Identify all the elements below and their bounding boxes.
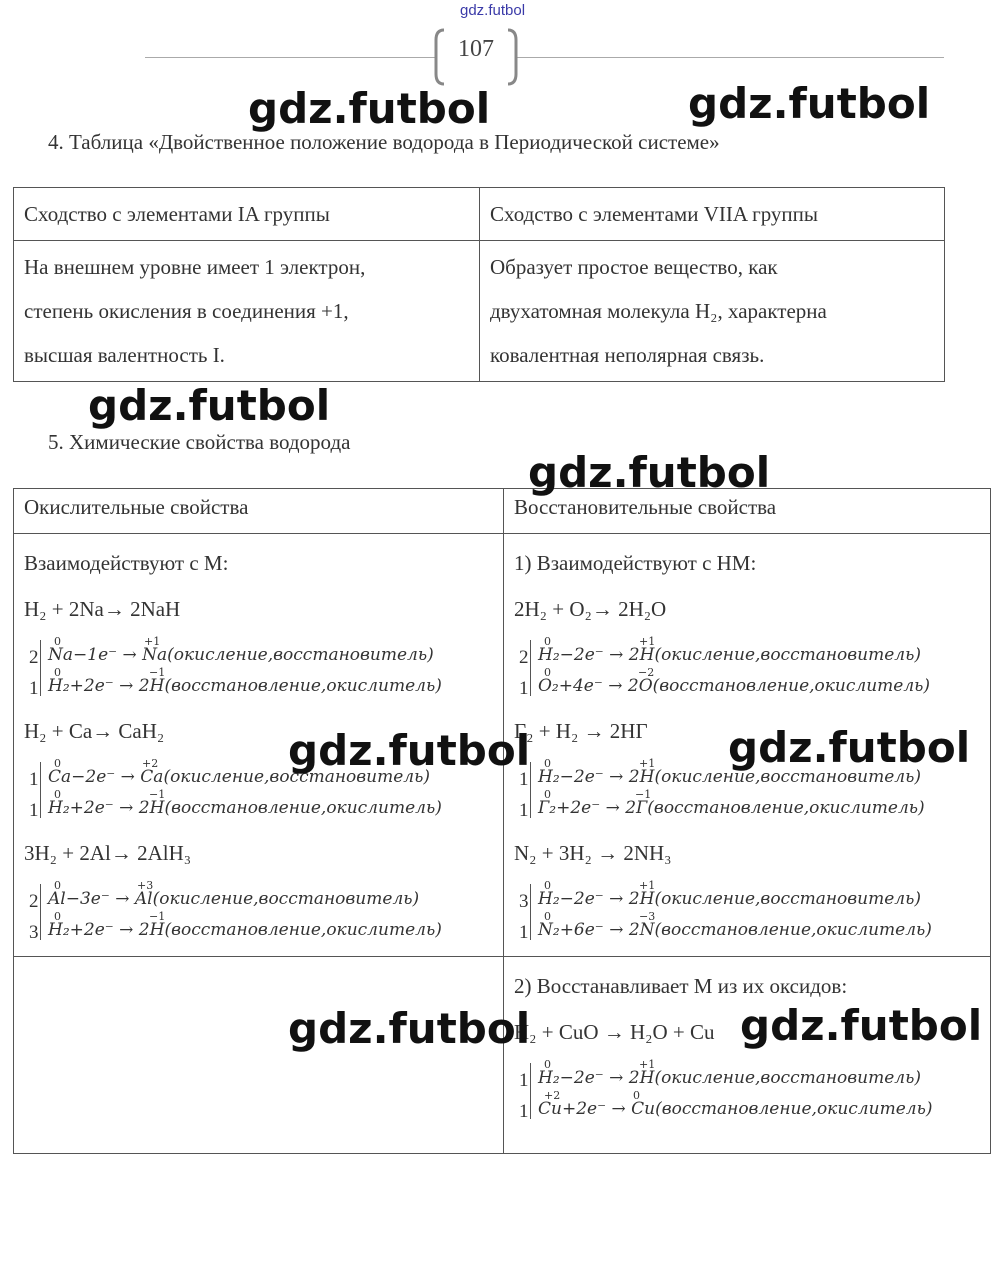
half-reaction-left: O₂+4e⁻ → xyxy=(538,676,628,696)
oxidation-state: 0 xyxy=(54,788,61,801)
reducing-oxides-cell xyxy=(504,957,991,1154)
balance-coefficient: 1 xyxy=(519,1070,529,1091)
oxidation-state: −2 xyxy=(638,666,655,679)
balance-coefficient: 3 xyxy=(29,922,39,943)
electron-balance xyxy=(518,636,980,698)
col2-header: Сходство с элементами VIIA группы xyxy=(480,188,945,241)
oxidation-state: 0 xyxy=(54,757,61,770)
col1-cell xyxy=(14,241,480,382)
half-reaction-right: 2H(окисление,восстановитель) xyxy=(628,767,922,787)
half-reaction-right: Na(окисление,восстановитель) xyxy=(142,645,434,665)
oxidation-state: −1 xyxy=(149,788,166,801)
left-header: Окислительные свойства xyxy=(14,489,504,534)
balance-coefficient: 1 xyxy=(519,678,529,699)
hydrogen-properties-table xyxy=(13,488,991,1154)
half-reaction xyxy=(519,666,980,699)
half-reaction-right: 2Г(восстановление,окислитель) xyxy=(625,798,925,818)
cell-line: степень окисления в соединения +1, xyxy=(24,299,349,323)
half-reaction-left: Na−1e⁻ → xyxy=(48,645,143,665)
oxidation-state: 0 xyxy=(54,910,61,923)
electron-balance xyxy=(28,880,493,942)
col2-cell xyxy=(480,241,945,382)
balance-coefficient: 2 xyxy=(29,647,39,668)
reaction-equation: H₂ + 2Na→ 2NaH xyxy=(24,597,181,621)
balance-coefficient: 1 xyxy=(519,922,529,943)
left-intro: Взаимодействуют с М: xyxy=(24,551,229,575)
half-reaction xyxy=(519,788,980,821)
balance-bracket xyxy=(530,640,531,696)
balance-coefficient: 1 xyxy=(29,678,39,699)
half-reaction-right: Al(окисление,восстановитель) xyxy=(134,889,420,909)
watermark: gdz.futbol xyxy=(288,726,531,775)
balance-coefficient: 2 xyxy=(519,647,529,668)
half-reaction xyxy=(29,879,493,912)
watermark: gdz.futbol xyxy=(248,84,491,133)
balance-bracket xyxy=(40,640,41,696)
oxidation-state: 0 xyxy=(544,635,551,648)
half-reaction-left: Cu+2e⁻ → xyxy=(538,1099,632,1119)
section4-heading: 4. Таблица «Двойственное положение водорода в Периодической системе» xyxy=(48,130,720,154)
oxidation-state: 0 xyxy=(54,666,61,679)
oxidation-state: +2 xyxy=(544,1089,561,1102)
half-reaction-left: H₂−2e⁻ → xyxy=(538,767,629,787)
half-reaction xyxy=(519,910,980,943)
half-reaction-left: Г₂+2e⁻ → xyxy=(538,798,626,818)
half-reaction-left: Ca−2e⁻ → xyxy=(48,767,141,787)
empty-cell xyxy=(14,957,504,1154)
oxidation-state: +3 xyxy=(137,879,154,892)
half-reaction-right: 2H(окисление,восстановитель) xyxy=(628,1068,922,1088)
half-reaction-right: 2H(восстановление,окислитель) xyxy=(138,798,442,818)
reaction-equation: 2H₂ + O₂→ 2H₂O xyxy=(514,597,667,621)
half-reaction-left: H₂+2e⁻ → xyxy=(48,920,139,940)
balance-bracket xyxy=(530,762,531,818)
balance-coefficient: 1 xyxy=(29,800,39,821)
oxidation-state: 0 xyxy=(544,666,551,679)
electron-balance xyxy=(518,880,980,942)
half-reaction-right: 2H(окисление,восстановитель) xyxy=(628,645,922,665)
half-reaction xyxy=(519,1058,980,1091)
balance-bracket xyxy=(530,1063,531,1119)
watermark: gdz.futbol xyxy=(740,1001,983,1050)
watermark: gdz.futbol xyxy=(728,723,971,772)
site-tag: gdz.futbol xyxy=(460,2,526,19)
half-reaction-left: N₂+6e⁻ → xyxy=(538,920,629,940)
oxidation-state: 0 xyxy=(544,1058,551,1071)
reaction-equation: N₂ + 3H₂ → 2NH₃ xyxy=(514,841,672,865)
half-reaction xyxy=(29,910,493,943)
half-reaction-left: H₂−2e⁻ → xyxy=(538,1068,629,1088)
half-reaction-left: Al−3e⁻ → xyxy=(48,889,135,909)
oxidation-state: +1 xyxy=(144,635,161,648)
right-intro: 1) Взаимодействуют с НМ: xyxy=(514,551,757,575)
watermark: gdz.futbol xyxy=(528,448,771,497)
oxidation-state: 0 xyxy=(54,879,61,892)
half-reaction-left: H₂−2e⁻ → xyxy=(538,645,629,665)
oxidation-state: 0 xyxy=(544,788,551,801)
reaction-equation: H₂ + Ca→ CaH₂ xyxy=(24,719,165,743)
oxidation-state: 0 xyxy=(544,910,551,923)
reaction-equation: 3H₂ + 2Al→ 2AlH₃ xyxy=(24,841,192,865)
oxidation-state: −1 xyxy=(635,788,652,801)
half-reaction xyxy=(519,635,980,668)
balance-coefficient: 2 xyxy=(29,891,39,912)
balance-coefficient: 1 xyxy=(519,1101,529,1122)
reaction-equation: H₂ + CuO → H₂O + Cu xyxy=(514,1020,715,1044)
right2-intro: 2) Восстанавливает М из их оксидов: xyxy=(514,974,848,998)
electron-balance xyxy=(28,636,493,698)
cell-line: высшая валентность I. xyxy=(24,343,225,367)
half-reaction xyxy=(29,666,493,699)
electron-balance xyxy=(518,1059,980,1121)
half-reaction xyxy=(519,1089,980,1122)
balance-coefficient: 1 xyxy=(519,769,529,790)
half-reaction-right: 2H(восстановление,окислитель) xyxy=(138,676,442,696)
watermark: gdz.futbol xyxy=(288,1004,531,1053)
watermark: gdz.futbol xyxy=(88,381,331,430)
half-reaction-left: H₂+2e⁻ → xyxy=(48,676,139,696)
oxidation-state: +1 xyxy=(639,879,656,892)
half-reaction-left: H₂+2e⁻ → xyxy=(48,798,139,818)
oxidation-state: 0 xyxy=(633,1089,640,1102)
cell-line: На внешнем уровне имеет 1 электрон, xyxy=(24,255,366,279)
header-rule-left xyxy=(145,57,437,58)
balance-coefficient: 3 xyxy=(519,891,529,912)
oxidation-state: 0 xyxy=(544,879,551,892)
reaction-equation: Г₂ + H₂ → 2HГ xyxy=(514,719,648,743)
half-reaction-right: Cu(восстановление,окислитель) xyxy=(631,1099,933,1119)
half-reaction-right: 2N(восстановление,окислитель) xyxy=(628,920,932,940)
oxidation-state: 0 xyxy=(544,757,551,770)
oxidation-state: −3 xyxy=(639,910,656,923)
cell-line: Образует простое вещество, как xyxy=(490,255,778,279)
half-reaction-right: 2H(окисление,восстановитель) xyxy=(628,889,922,909)
half-reaction-left: H₂−2e⁻ → xyxy=(538,889,629,909)
half-reaction-right: 2H(восстановление,окислитель) xyxy=(138,920,442,940)
right-header: Восстановительные свойства xyxy=(504,489,991,534)
oxidation-state: +2 xyxy=(142,757,159,770)
balance-bracket xyxy=(530,884,531,940)
watermark: gdz.futbol xyxy=(688,79,931,128)
oxidation-state: +1 xyxy=(639,1058,656,1071)
balance-coefficient: 1 xyxy=(29,769,39,790)
oxidation-state: −1 xyxy=(149,666,166,679)
col1-header: Сходство с элементами IA группы xyxy=(14,188,480,241)
oxidation-state: 0 xyxy=(54,635,61,648)
half-reaction-right: Ca(окисление,восстановитель) xyxy=(140,767,431,787)
oxidation-state: +1 xyxy=(639,635,656,648)
oxidation-state: −1 xyxy=(149,910,166,923)
half-reaction-right: 2O(восстановление,окислитель) xyxy=(627,676,931,696)
section5-heading: 5. Химические свойства водорода xyxy=(48,430,351,454)
balance-bracket xyxy=(40,762,41,818)
half-reaction xyxy=(29,635,493,668)
half-reaction xyxy=(29,788,493,821)
hydrogen-dual-position-table xyxy=(13,187,945,382)
page-number: 107 xyxy=(458,36,494,62)
cell-line: двухатомная молекула H₂, характерна xyxy=(490,299,827,323)
balance-bracket xyxy=(40,884,41,940)
oxidation-state: +1 xyxy=(639,757,656,770)
header-rule-right xyxy=(516,57,944,58)
cell-line: ковалентная неполярная связь. xyxy=(490,343,765,367)
half-reaction xyxy=(519,879,980,912)
balance-coefficient: 1 xyxy=(519,800,529,821)
